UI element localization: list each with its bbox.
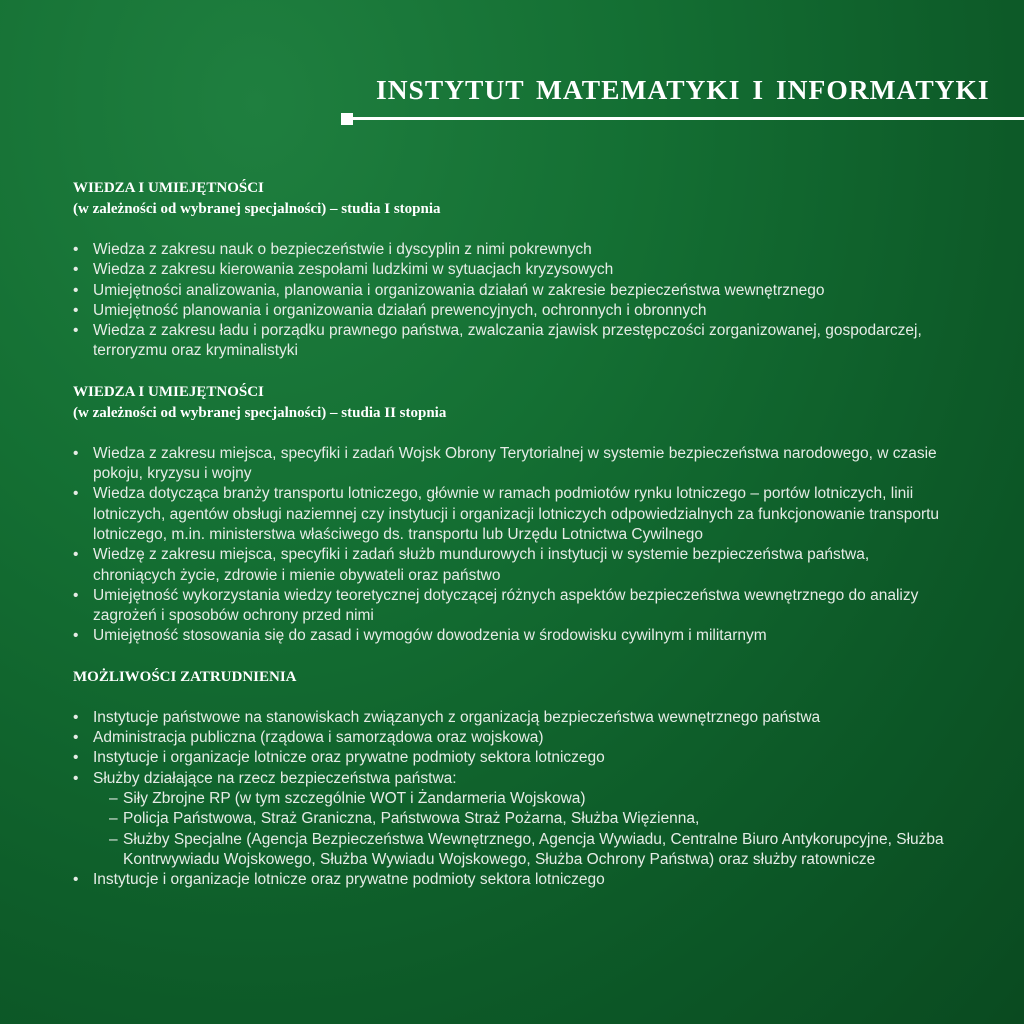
dash-icon: – xyxy=(109,789,118,807)
section-heading xyxy=(73,178,953,220)
bullet-icon: • xyxy=(73,322,79,340)
section-heading-title: WIEDZA I UMIEJĘTNOŚCI xyxy=(73,180,264,196)
bullet-icon: • xyxy=(73,729,79,747)
list-item-text: Umiejętność planowania i organizowania działań prewencyjnych, ochronnych i obronnych xyxy=(93,301,707,319)
list-item xyxy=(73,321,953,362)
list-item-text: Instytucje i organizacje lotnicze oraz prywatne podmioty sektora lotniczego xyxy=(93,871,605,889)
list-item xyxy=(73,708,953,728)
knowledge-list xyxy=(73,240,953,362)
bullet-icon: • xyxy=(73,485,79,503)
list-item xyxy=(73,748,953,768)
bullet-icon: • xyxy=(73,586,79,604)
list-item xyxy=(73,769,953,870)
list-item-text: Wiedza dotycząca branży transportu lotniczego, głównie w ramach podmiotów rynku lotniczego – portów lotniczych, linii lotniczych, agentów obsługi naziemnej czy instytucji i organizacji lotniczych odpowiedzialnych za funkcjonowanie transportu lotniczego, m.in. ministerstwa właściwego ds. transportu lub Urzędu Lotnictwa Cywilnego xyxy=(93,485,940,543)
list-item xyxy=(73,728,953,748)
section-knowledge-second-degree xyxy=(73,382,953,647)
bullet-icon: • xyxy=(73,261,79,279)
list-item xyxy=(73,870,953,890)
list-item-text: Administracja publiczna (rządowa i samorządowa oraz wojskowa) xyxy=(93,729,544,747)
sublist-item-text: Służby Specjalne (Agencja Bezpieczeństwa Wewnętrznego, Agencja Wywiadu, Centralne Biuro Antykorupcyjne, Służba Kontrwywiadu Wojskowego, Służba Wywiadu Wojskowego, Służba Ochrony Państwa) oraz służby ratownicze xyxy=(123,830,944,868)
section-knowledge-first-degree xyxy=(73,178,953,362)
dash-icon: – xyxy=(109,830,118,848)
bullet-icon: • xyxy=(73,546,79,564)
bullet-icon: • xyxy=(73,301,79,319)
list-item xyxy=(73,260,953,280)
list-item-text: Wiedza z zakresu nauk o bezpieczeństwie i dyscyplin z nimi pokrewnych xyxy=(93,241,592,258)
section-heading-title: MOŻLIWOŚCI ZATRUDNIENIA xyxy=(73,668,297,685)
bullet-icon: • xyxy=(73,871,79,889)
section-heading-subtitle: (w zależności od wybranej specjalności) – studia I stopnia xyxy=(73,201,441,217)
services-sublist xyxy=(93,789,953,870)
list-item-text: Instytucje państwowe na stanowiskach związanych z organizacją bezpieczeństwa wewnętrznego państwa xyxy=(93,708,821,726)
list-item-text: Wiedza z zakresu ładu i porządku prawnego państwa, zwalczania zjawisk przestępczości zorganizowanej, gospodarczej, terroryzmu oraz kryminalistyki xyxy=(93,322,922,360)
list-item-text: Umiejętność wykorzystania wiedzy teoretycznej dotyczącej różnych aspektów bezpieczeństwa wewnętrznego do analizy zagrożeń i sposobów ochrony przed nimi xyxy=(93,586,919,625)
knowledge-list xyxy=(73,444,953,647)
list-item xyxy=(73,444,953,485)
list-item-text: Umiejętności analizowania, planowania i organizowania działań w zakresie bezpieczeństwa wewnętrznego xyxy=(93,281,825,299)
list-item xyxy=(73,545,953,586)
section-heading xyxy=(73,667,953,688)
list-item xyxy=(73,281,953,301)
list-item-text: Wiedza z zakresu miejsca, specyfiki i zadań Wojsk Obrony Terytorialnej w systemie bezpieczeństwa narodowego, w czasie pokoju, kryzysu i wojny xyxy=(93,444,937,483)
list-item-text: Wiedzę z zakresu miejsca, specyfiki i zadań służb mundurowych i instytucji w systemie bezpieczeństwa państwa, chroniących życie, zdrowie i mienie obywateli oraz państwo xyxy=(93,546,870,584)
section-heading-title: WIEDZA I UMIEJĘTNOŚCI xyxy=(73,383,264,400)
sublist-item-text: Siły Zbrojne RP (w tym szczególnie WOT i Żandarmeria Wojskowa) xyxy=(123,789,586,807)
bullet-icon: • xyxy=(73,241,79,258)
list-item xyxy=(73,301,953,321)
bullet-icon: • xyxy=(73,444,79,462)
list-item-text: Wiedza z zakresu kierowania zespołami ludzkimi w sytuacjach kryzysowych xyxy=(93,261,614,279)
sublist-item xyxy=(109,830,953,871)
institute-title: INSTYTUT MATEMATYKI I INFORMATYKI xyxy=(376,74,990,105)
list-item xyxy=(73,484,953,545)
section-employment xyxy=(73,667,953,891)
section-heading xyxy=(73,382,953,424)
list-item xyxy=(73,240,953,260)
sublist-item xyxy=(109,809,953,829)
list-item-text: Umiejętność stosowania się do zasad i wymogów dowodzenia w środowisku cywilnym i militarnym xyxy=(93,627,767,645)
list-item-text: Instytucje i organizacje lotnicze oraz prywatne podmioty sektora lotniczego xyxy=(93,749,605,767)
content-area xyxy=(73,178,953,910)
section-heading-subtitle: (w zależności od wybranej specjalności) – studia II stopnia xyxy=(73,404,447,421)
dash-icon: – xyxy=(109,810,118,828)
employment-list xyxy=(73,708,953,891)
bullet-icon: • xyxy=(73,708,79,726)
list-item xyxy=(73,626,953,646)
list-item-text: Służby działające na rzecz bezpieczeństwa państwa: xyxy=(93,769,457,787)
bullet-icon: • xyxy=(73,769,79,787)
list-item xyxy=(73,586,953,627)
header-divider-line xyxy=(348,117,1024,120)
bullet-icon: • xyxy=(73,627,79,645)
sublist-item xyxy=(109,789,953,809)
bullet-icon: • xyxy=(73,281,79,299)
bullet-icon: • xyxy=(73,749,79,767)
sublist-item-text: Policja Państwowa, Straż Graniczna, Państwowa Straż Pożarna, Służba Więzienna, xyxy=(123,810,700,828)
